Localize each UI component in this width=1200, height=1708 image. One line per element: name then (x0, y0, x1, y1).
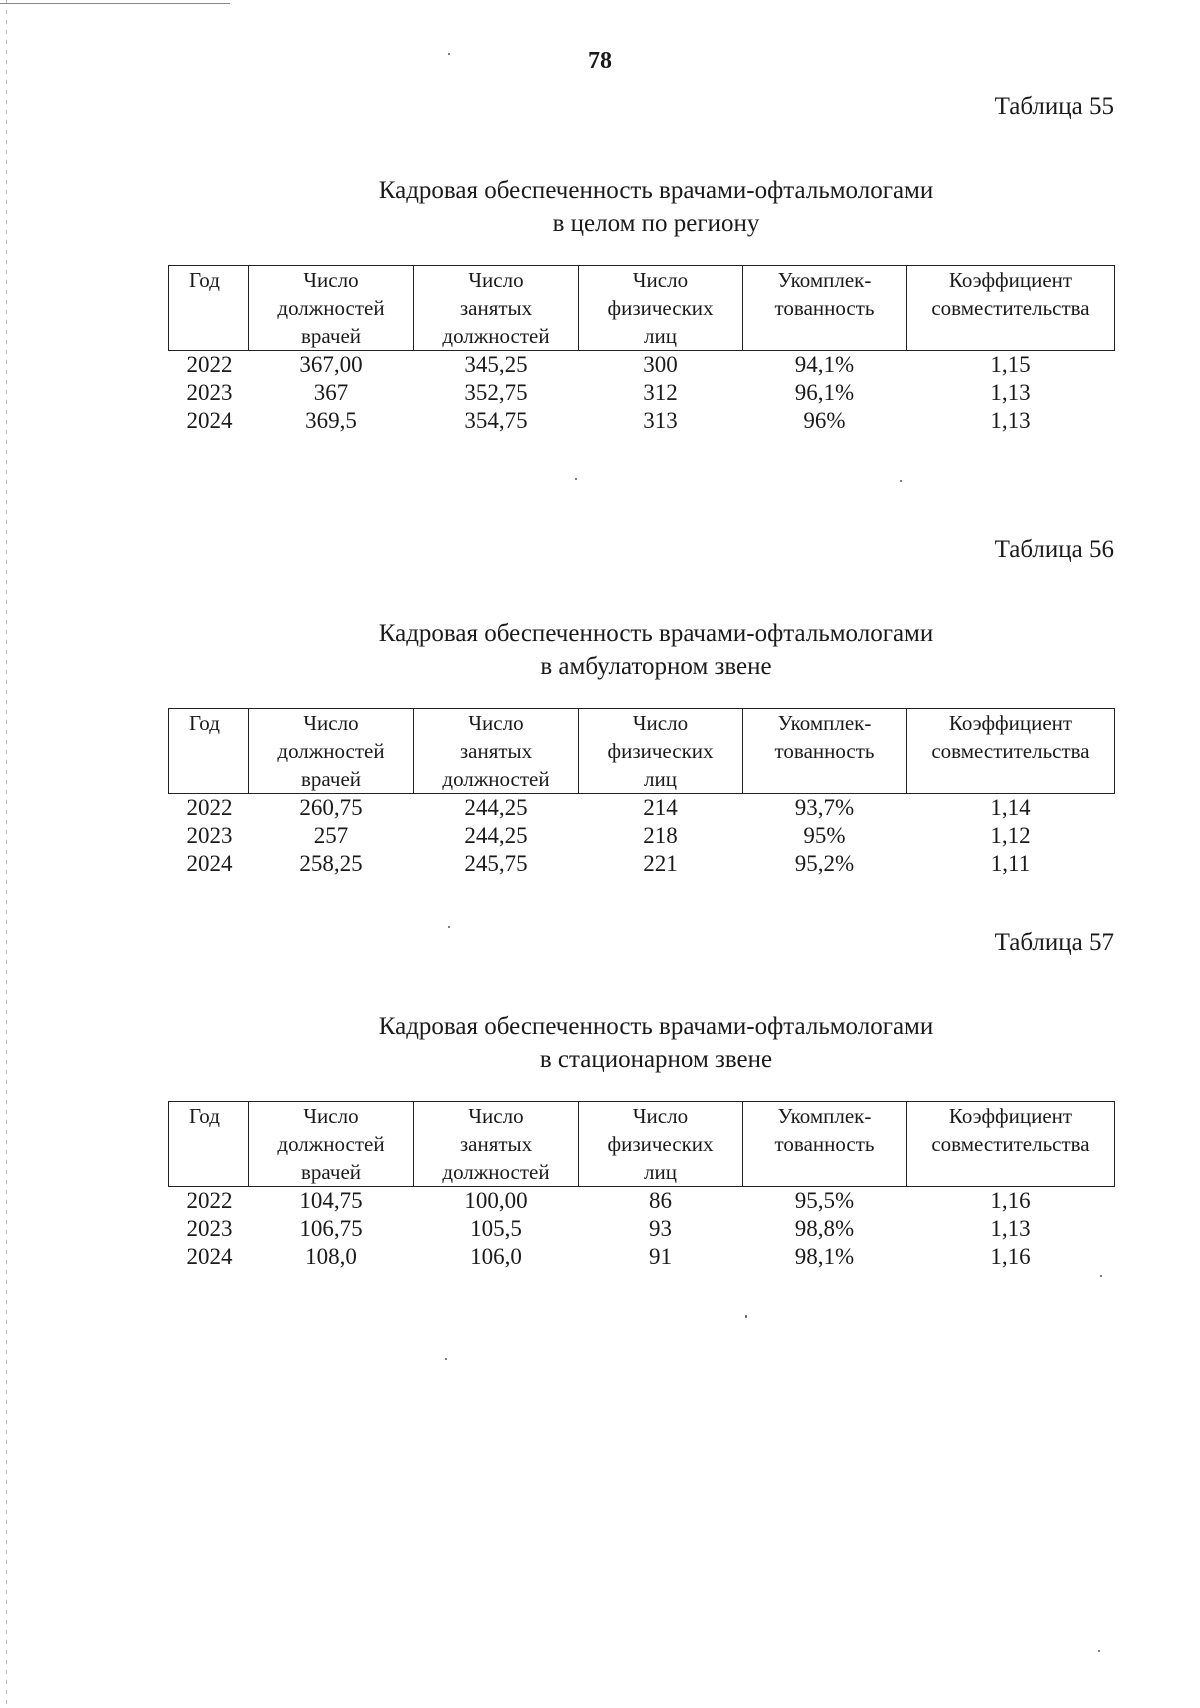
scan-speck (445, 1358, 447, 1360)
cell-physical-persons: 312 (643, 380, 678, 405)
cell-physical-persons: 91 (649, 1244, 672, 1269)
column-header-line: совместительства (931, 296, 1090, 320)
table-body (169, 794, 1115, 879)
column-header-physical-persons (579, 1102, 743, 1187)
table-title-line-1: Кадровая обеспеченность врачами-офтальмологами (378, 620, 934, 647)
table-row (169, 1215, 1115, 1243)
table-title-line-2: в амбулаторном звене (540, 653, 772, 680)
table-row (169, 379, 1115, 407)
cell-physical-persons: 313 (643, 408, 678, 433)
column-header-line: тованность (774, 1132, 875, 1156)
cell-part-time-coefficient: 1,12 (990, 823, 1031, 848)
table-block-55 (168, 92, 1114, 435)
cell-physical-persons: 221 (643, 851, 678, 876)
cell-year: 2024 (186, 1244, 233, 1269)
column-header-staffing-level (743, 709, 907, 794)
cell-occupied-positions: 244,25 (464, 795, 528, 820)
scan-speck (575, 478, 577, 480)
scan-speck (900, 480, 902, 482)
column-header-line: Число (632, 1104, 689, 1128)
column-header-year (169, 1102, 249, 1187)
cell-staffing-level: 95,2% (794, 851, 855, 876)
table-row (169, 850, 1115, 878)
column-header-positions (249, 709, 414, 794)
column-header-line: лиц (644, 324, 677, 348)
cell-staffing-level: 94,1% (794, 352, 855, 377)
cell-positions: 367,00 (299, 352, 363, 377)
column-header-line: совместительства (931, 739, 1090, 763)
table-title-line-1: Кадровая обеспеченность врачами-офтальмологами (378, 177, 934, 204)
cell-positions: 369,5 (305, 408, 357, 433)
cell-part-time-coefficient: 1,13 (990, 1216, 1031, 1241)
scan-speck (448, 926, 450, 928)
column-header-line: Коэффициент (948, 268, 1073, 292)
scan-top-line (0, 3, 230, 4)
cell-occupied-positions: 352,75 (464, 380, 528, 405)
table-row (169, 351, 1115, 380)
column-header-physical-persons (579, 709, 743, 794)
column-header-part-time-coefficient (907, 1102, 1115, 1187)
column-header-line: Число (468, 711, 524, 735)
table-row (169, 822, 1115, 850)
column-header-line: врачей (300, 1160, 362, 1184)
column-header-physical-persons (579, 266, 743, 351)
column-header-line: занятых (459, 1132, 533, 1156)
cell-year: 2023 (186, 1216, 233, 1241)
cell-year: 2023 (186, 380, 233, 405)
column-header-occupied-positions (414, 1102, 579, 1187)
cell-physical-persons: 214 (643, 795, 678, 820)
table-row (169, 794, 1115, 823)
column-header-line: физических (607, 1132, 714, 1156)
staffing-table (168, 708, 1115, 878)
cell-staffing-level: 96% (803, 408, 846, 433)
table-header-row (169, 266, 1115, 351)
scan-speck (1098, 1650, 1100, 1652)
column-header-line: врачей (300, 767, 362, 791)
column-header-staffing-level (743, 266, 907, 351)
cell-staffing-level: 98,1% (794, 1244, 855, 1269)
cell-staffing-level: 93,7% (794, 795, 855, 820)
cell-occupied-positions: 345,25 (464, 352, 528, 377)
cell-year: 2022 (186, 352, 233, 377)
cell-positions: 108,0 (305, 1244, 357, 1269)
column-header-positions (249, 266, 414, 351)
column-header-positions (249, 1102, 414, 1187)
table-title-line-2: в целом по региону (552, 210, 760, 237)
column-header-occupied-positions (414, 266, 579, 351)
cell-positions: 106,75 (299, 1216, 363, 1241)
cell-year: 2022 (186, 795, 233, 820)
column-header-part-time-coefficient (907, 709, 1115, 794)
table-header-row (169, 709, 1115, 794)
column-header-year (169, 266, 249, 351)
table-title (168, 617, 1114, 683)
cell-positions: 257 (313, 823, 349, 848)
column-header-line: Год (189, 268, 220, 292)
table-row (169, 1187, 1115, 1216)
cell-physical-persons: 300 (643, 352, 678, 377)
table-row (169, 1243, 1115, 1271)
table-block-56 (168, 535, 1114, 878)
table-label: Таблица 55 (994, 93, 1114, 120)
cell-year: 2024 (186, 851, 233, 876)
table-title (168, 174, 1114, 240)
cell-part-time-coefficient: 1,16 (990, 1188, 1031, 1213)
column-header-line: должностей (277, 296, 385, 320)
column-header-line: занятых (459, 739, 533, 763)
scan-speck (448, 53, 450, 55)
table-title (168, 1010, 1114, 1076)
column-header-line: физических (607, 739, 714, 763)
column-header-line: лиц (644, 1160, 677, 1184)
cell-staffing-level: 95% (803, 823, 846, 848)
table-title-line-2: в стационарном звене (539, 1046, 773, 1073)
column-header-line: врачей (300, 324, 362, 348)
cell-part-time-coefficient: 1,15 (990, 352, 1031, 377)
cell-occupied-positions: 244,25 (464, 823, 528, 848)
cell-staffing-level: 96,1% (794, 380, 855, 405)
page-number: 78 (588, 48, 612, 74)
cell-year: 2024 (186, 408, 233, 433)
cell-physical-persons: 93 (649, 1216, 672, 1241)
column-header-line: должностей (442, 1160, 550, 1184)
table-body (169, 351, 1115, 436)
column-header-line: лиц (644, 767, 677, 791)
cell-staffing-level: 98,8% (794, 1216, 855, 1241)
cell-positions: 258,25 (299, 851, 363, 876)
column-header-occupied-positions (414, 709, 579, 794)
cell-positions: 260,75 (299, 795, 363, 820)
staffing-table (168, 265, 1115, 435)
table-header-row (169, 1102, 1115, 1187)
column-header-staffing-level (743, 1102, 907, 1187)
cell-physical-persons: 86 (649, 1188, 672, 1213)
cell-occupied-positions: 354,75 (464, 408, 528, 433)
table-body (169, 1187, 1115, 1272)
cell-occupied-positions: 100,00 (464, 1188, 528, 1213)
column-header-line: физических (607, 296, 714, 320)
cell-occupied-positions: 106,0 (470, 1244, 522, 1269)
column-header-line: тованность (774, 296, 875, 320)
table-title-line-1: Кадровая обеспеченность врачами-офтальмологами (378, 1013, 934, 1040)
column-header-line: должностей (442, 767, 550, 791)
column-header-line: Число (632, 268, 689, 292)
column-header-line: должностей (442, 324, 550, 348)
column-header-line: Укомплек- (777, 268, 872, 292)
cell-part-time-coefficient: 1,13 (990, 380, 1031, 405)
cell-part-time-coefficient: 1,14 (990, 795, 1031, 820)
cell-part-time-coefficient: 1,11 (990, 851, 1031, 876)
cell-part-time-coefficient: 1,13 (990, 408, 1031, 433)
column-header-line: Число (303, 711, 359, 735)
table-block-57 (168, 928, 1114, 1271)
column-header-line: Коэффициент (948, 711, 1073, 735)
column-header-line: Число (468, 1104, 524, 1128)
column-header-line: Укомплек- (777, 711, 872, 735)
column-header-year (169, 709, 249, 794)
scan-margin-line (6, 0, 7, 1708)
cell-occupied-positions: 105,5 (470, 1216, 522, 1241)
cell-physical-persons: 218 (643, 823, 678, 848)
column-header-line: Укомплек- (777, 1104, 872, 1128)
column-header-line: Число (303, 1104, 359, 1128)
column-header-line: Коэффициент (948, 1104, 1073, 1128)
cell-positions: 367 (313, 380, 349, 405)
column-header-line: совместительства (931, 1132, 1090, 1156)
table-label: Таблица 56 (994, 536, 1114, 563)
cell-year: 2023 (186, 823, 233, 848)
column-header-line: должностей (277, 1132, 385, 1156)
column-header-line: Число (468, 268, 524, 292)
column-header-line: должностей (277, 739, 385, 763)
table-label: Таблица 57 (994, 929, 1114, 956)
cell-year: 2022 (186, 1188, 233, 1213)
table-row (169, 407, 1115, 435)
cell-positions: 104,75 (299, 1188, 363, 1213)
staffing-table (168, 1101, 1115, 1271)
column-header-line: Год (189, 1104, 220, 1128)
cell-part-time-coefficient: 1,16 (990, 1244, 1031, 1269)
cell-staffing-level: 95,5% (794, 1188, 855, 1213)
column-header-line: тованность (774, 739, 875, 763)
scan-speck (745, 1315, 747, 1318)
cell-occupied-positions: 245,75 (464, 851, 528, 876)
column-header-line: занятых (459, 296, 533, 320)
column-header-line: Число (632, 711, 689, 735)
column-header-line: Число (303, 268, 359, 292)
column-header-part-time-coefficient (907, 266, 1115, 351)
column-header-line: Год (189, 711, 220, 735)
scan-speck (1100, 1275, 1102, 1277)
